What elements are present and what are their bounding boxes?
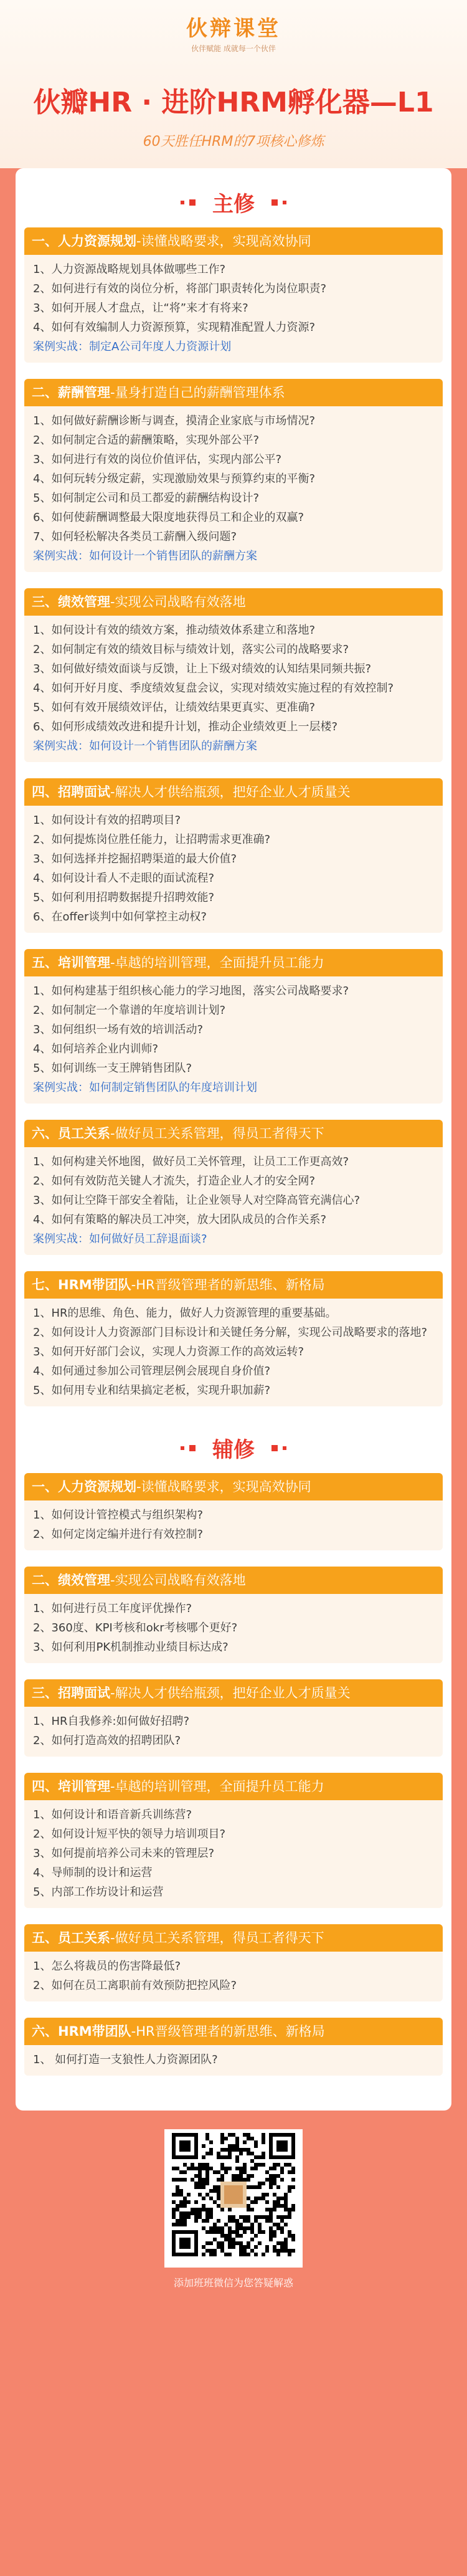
logo-tagline: 伙伴赋能 成就每一个伙伴: [191, 44, 276, 53]
minor-module-list: [16, 1473, 451, 2076]
list-item: 5、如何训练一支王牌销售团队?: [33, 1062, 192, 1075]
minor-section-label: 辅修: [212, 1438, 255, 1462]
logo-text: 伙辩课堂: [186, 16, 281, 41]
module-title-bar: [24, 1473, 443, 1500]
module-title-bar: [24, 379, 443, 406]
list-item: 1、如何设计有效的绩效方案，推动绩效体系建立和落地?: [33, 624, 316, 637]
module-block: [24, 588, 443, 762]
list-item: 6、如何形成绩效改进和提升计划，推动企业绩效更上一层楼?: [33, 720, 338, 733]
module-block: [24, 1120, 443, 1255]
module-block: [24, 1271, 443, 1406]
module-item-list: [24, 406, 443, 572]
list-item: 2、如何有效防范关键人才流失，打造企业人才的安全网?: [33, 1175, 316, 1188]
module-block: [24, 1679, 443, 1757]
list-item: 4、如何培养企业内训师?: [33, 1042, 159, 1056]
brand-logo: [0, 0, 467, 54]
module-description: -实现公司战略有效落地: [110, 1573, 246, 1588]
module-description: -读懂战略要求，实现高效协同: [136, 234, 311, 249]
list-item: 6、如何使薪酬调整最大限度地获得员工和企业的双赢?: [33, 511, 304, 524]
list-item: 2、如何定岗定编并进行有效控制?: [33, 1528, 204, 1541]
list-item: 2、如何进行有效的岗位分析，将部门职责转化为岗位职责?: [33, 282, 327, 295]
module-description: -做好员工关系管理，得员工者得天下: [110, 1930, 324, 1945]
square-decoration-icon: [181, 1446, 184, 1450]
list-item: 4、导师制的设计和运营: [33, 1866, 153, 1879]
list-item: 1、如何构建基于组织核心能力的学习地图，落实公司战略要求?: [33, 985, 349, 998]
module-item-list: [24, 1707, 443, 1757]
module-item-list: [24, 1594, 443, 1663]
list-item: 4、如何有策略的解决员工冲突，放大团队成员的合作关系?: [33, 1213, 327, 1226]
list-item: 3、如何组织一场有效的培训活动?: [33, 1023, 204, 1036]
page-title: 伙瓣HR · 进阶HRM孵化器—L1: [33, 87, 434, 118]
list-item: 3、如何选择并挖掘招聘渠道的最大价值?: [33, 852, 237, 866]
qr-code-icon: [172, 2133, 295, 2256]
module-title-bar: [24, 1679, 443, 1707]
module-item-list: [24, 806, 443, 933]
module-item-list: [24, 1800, 443, 1908]
main-module-list: [16, 227, 451, 1406]
case-study-link[interactable]: 案例实战：如何制定销售团队的年度培训计划: [33, 1081, 257, 1094]
wechat-qr-code[interactable]: [164, 2129, 303, 2268]
list-item: 2、如何设计人力资源部门目标设计和关键任务分解，实现公司战略要求的落地?: [33, 1326, 428, 1339]
list-item: 1、怎么将裁员的伤害降最低?: [33, 1960, 181, 1973]
hero-header: [0, 0, 467, 168]
square-decoration-icon: [189, 1445, 196, 1451]
square-decoration-icon: [189, 199, 196, 206]
list-item: 4、如何有效编制人力资源预算，实现精准配置人力资源?: [33, 321, 316, 334]
main-section-label: 主修: [212, 192, 255, 217]
module-item-list: [24, 1299, 443, 1406]
list-item: 1、如何构建关怀地图，做好员工关怀管理，让员工工作更高效?: [33, 1155, 349, 1168]
module-title: 七、HRM带团队: [32, 1277, 131, 1292]
list-item: 5、如何利用招聘数据提升招聘效能?: [33, 891, 215, 904]
list-item: 1、如何设计管控模式与组织架构?: [33, 1509, 204, 1522]
list-item: 1、如何做好薪酬诊断与调查，摸清企业家底与市场情况?: [33, 414, 316, 427]
list-item: 4、如何玩转分级定薪，实现激励效果与预算约束的平衡?: [33, 472, 316, 485]
list-item: 5、如何用专业和结果搞定老板，实现升职加薪?: [33, 1384, 271, 1397]
module-block: [24, 379, 443, 572]
list-item: 2、如何制定一个靠谱的年度培训计划?: [33, 1004, 226, 1017]
module-block: [24, 778, 443, 933]
qr-caption: 添加班班微信为您答疑解惑: [173, 2277, 293, 2289]
list-item: 3、如何做好绩效面谈与反馈，让上下级对绩效的认知结果同频共振?: [33, 662, 372, 675]
list-item: 2、如何制定合适的薪酬策略，实现外部公平?: [33, 434, 260, 447]
module-title: 一、人力资源规划: [32, 1479, 136, 1494]
list-item: 2、如何制定有效的绩效目标与绩效计划，落实公司的战略要求?: [33, 643, 349, 656]
module-title: 五、员工关系: [32, 1930, 110, 1945]
minor-section-heading: [16, 1433, 451, 1463]
list-item: 1、如何进行员工年度评优操作?: [33, 1602, 192, 1615]
square-decoration-icon: [181, 201, 184, 204]
module-item-list: [24, 976, 443, 1104]
module-title-bar: [24, 1271, 443, 1299]
module-item-list: [24, 1952, 443, 2001]
square-decoration-icon: [271, 1445, 278, 1451]
list-item: 1、HR的思维、角色、能力，做好人力资源管理的重要基础。: [33, 1307, 337, 1320]
module-block: [24, 949, 443, 1104]
list-item: 3、如何进行有效的岗位价值评估，实现内部公平?: [33, 453, 282, 466]
list-item: 4、如何开好月度、季度绩效复盘会议，实现对绩效实施过程的有效控制?: [33, 682, 394, 695]
module-item-list: [24, 616, 443, 762]
case-study-link[interactable]: 案例实战：如何设计一个销售团队的薪酬方案: [33, 550, 257, 563]
module-description: -卓越的培训管理，全面提升员工能力: [110, 955, 324, 970]
list-item: 2、如何在员工离职前有效预防把控风险?: [33, 1979, 237, 1992]
list-item: 1、HR自我修养:如何做好招聘?: [33, 1715, 190, 1728]
list-item: 7、如何轻松解决各类员工薪酬入级问题?: [33, 530, 237, 543]
list-item: 3、如何开好部门会议，实现人力资源工作的高效运转?: [33, 1345, 304, 1358]
module-title: 六、员工关系: [32, 1126, 110, 1141]
module-title-bar: [24, 949, 443, 976]
module-title-bar: [24, 1773, 443, 1800]
module-title: 二、绩效管理: [32, 1573, 110, 1588]
list-item: 4、如何设计看人不走眼的面试流程?: [33, 872, 215, 885]
module-title-bar: [24, 1120, 443, 1147]
module-title: 四、培训管理: [32, 1779, 110, 1794]
list-item: 1、人力资源战略规划具体做哪些工作?: [33, 263, 226, 276]
square-decoration-icon: [271, 199, 278, 206]
module-item-list: [24, 255, 443, 363]
module-item-list: [24, 2045, 443, 2076]
module-description: -解决人才供给瓶颈，把好企业人才质量关: [110, 1686, 351, 1701]
module-title-bar: [24, 227, 443, 255]
module-title-bar: [24, 588, 443, 616]
module-description: -HR晋级管理者的新思维、新格局: [131, 1277, 325, 1292]
module-item-list: [24, 1147, 443, 1255]
module-block: [24, 1773, 443, 1908]
module-block: [24, 1924, 443, 2001]
module-title: 三、绩效管理: [32, 594, 110, 609]
list-item: 1、如何设计和语音新兵训练营?: [33, 1808, 192, 1821]
list-item: 5、如何有效开展绩效评估，让绩效结果更真实、更准确?: [33, 701, 316, 714]
square-decoration-icon: [283, 1446, 286, 1450]
list-item: 3、如何让空降干部安全着陆，让企业领导人对空降高管充满信心?: [33, 1194, 361, 1207]
square-decoration-icon: [283, 201, 286, 204]
module-title-bar: [24, 2018, 443, 2045]
list-item: 1、如何设计有效的招聘项目?: [33, 814, 181, 827]
page-subtitle: 60天胜任HRM的7项核心修炼: [143, 134, 324, 150]
list-item: 2、如何提炼岗位胜任能力，让招聘需求更准确?: [33, 833, 271, 846]
list-item: 1、 如何打造一支狼性人力资源团队?: [33, 2053, 218, 2066]
list-item: 6、在offer谈判中如何掌控主动权?: [33, 910, 207, 923]
module-description: -读懂战略要求，实现高效协同: [136, 1479, 311, 1494]
qr-footer: [0, 2111, 467, 2289]
module-description: -量身打造自己的薪酬管理体系: [110, 385, 285, 400]
module-title: 六、HRM带团队: [32, 2024, 131, 2039]
module-item-list: [24, 1500, 443, 1550]
list-item: 2、如何设计短平快的领导力培训项目?: [33, 1828, 226, 1841]
module-description: -做好员工关系管理，得员工者得天下: [110, 1126, 324, 1141]
module-description: -实现公司战略有效落地: [110, 594, 246, 609]
module-title-bar: [24, 1567, 443, 1594]
course-card: [16, 168, 451, 2111]
module-title-bar: [24, 778, 443, 806]
case-study-link[interactable]: 案例实战：制定A公司年度人力资源计划: [33, 340, 232, 353]
list-item: 5、如何制定公司和员工都爱的薪酬结构设计?: [33, 492, 260, 505]
module-title: 五、培训管理: [32, 955, 110, 970]
list-item: 2、如何打造高效的招聘团队?: [33, 1734, 181, 1747]
list-item: 3、如何开展人才盘点，让“将”来才有将来?: [33, 302, 248, 315]
module-title: 一、人力资源规划: [32, 234, 136, 249]
module-block: [24, 1473, 443, 1550]
module-title: 四、招聘面试: [32, 785, 110, 799]
module-title: 二、薪酬管理: [32, 385, 110, 400]
list-item: 4、如何通过参加公司管理层例会展现自身价值?: [33, 1365, 271, 1378]
module-block: [24, 1567, 443, 1663]
module-description: -卓越的培训管理，全面提升员工能力: [110, 1779, 324, 1794]
case-study-link[interactable]: 案例实战：如何设计一个销售团队的薪酬方案: [33, 740, 257, 753]
module-description: -HR晋级管理者的新思维、新格局: [131, 2024, 325, 2039]
list-item: 2、360度、KPI考核和okr考核哪个更好?: [33, 1621, 238, 1634]
module-block: [24, 227, 443, 363]
case-study-link[interactable]: 案例实战：如何做好员工辞退面谈?: [33, 1233, 207, 1246]
module-block: [24, 2018, 443, 2076]
module-title: 三、招聘面试: [32, 1686, 110, 1701]
module-title-bar: [24, 1924, 443, 1952]
list-item: 5、内部工作坊设计和运营: [33, 1886, 164, 1899]
module-description: -解决人才供给瓶颈，把好企业人才质量关: [110, 785, 351, 799]
list-item: 3、如何利用PK机制推动业绩目标达成?: [33, 1641, 229, 1654]
main-section-heading: [16, 187, 451, 217]
list-item: 3、如何提前培养公司未来的管理层?: [33, 1847, 215, 1860]
